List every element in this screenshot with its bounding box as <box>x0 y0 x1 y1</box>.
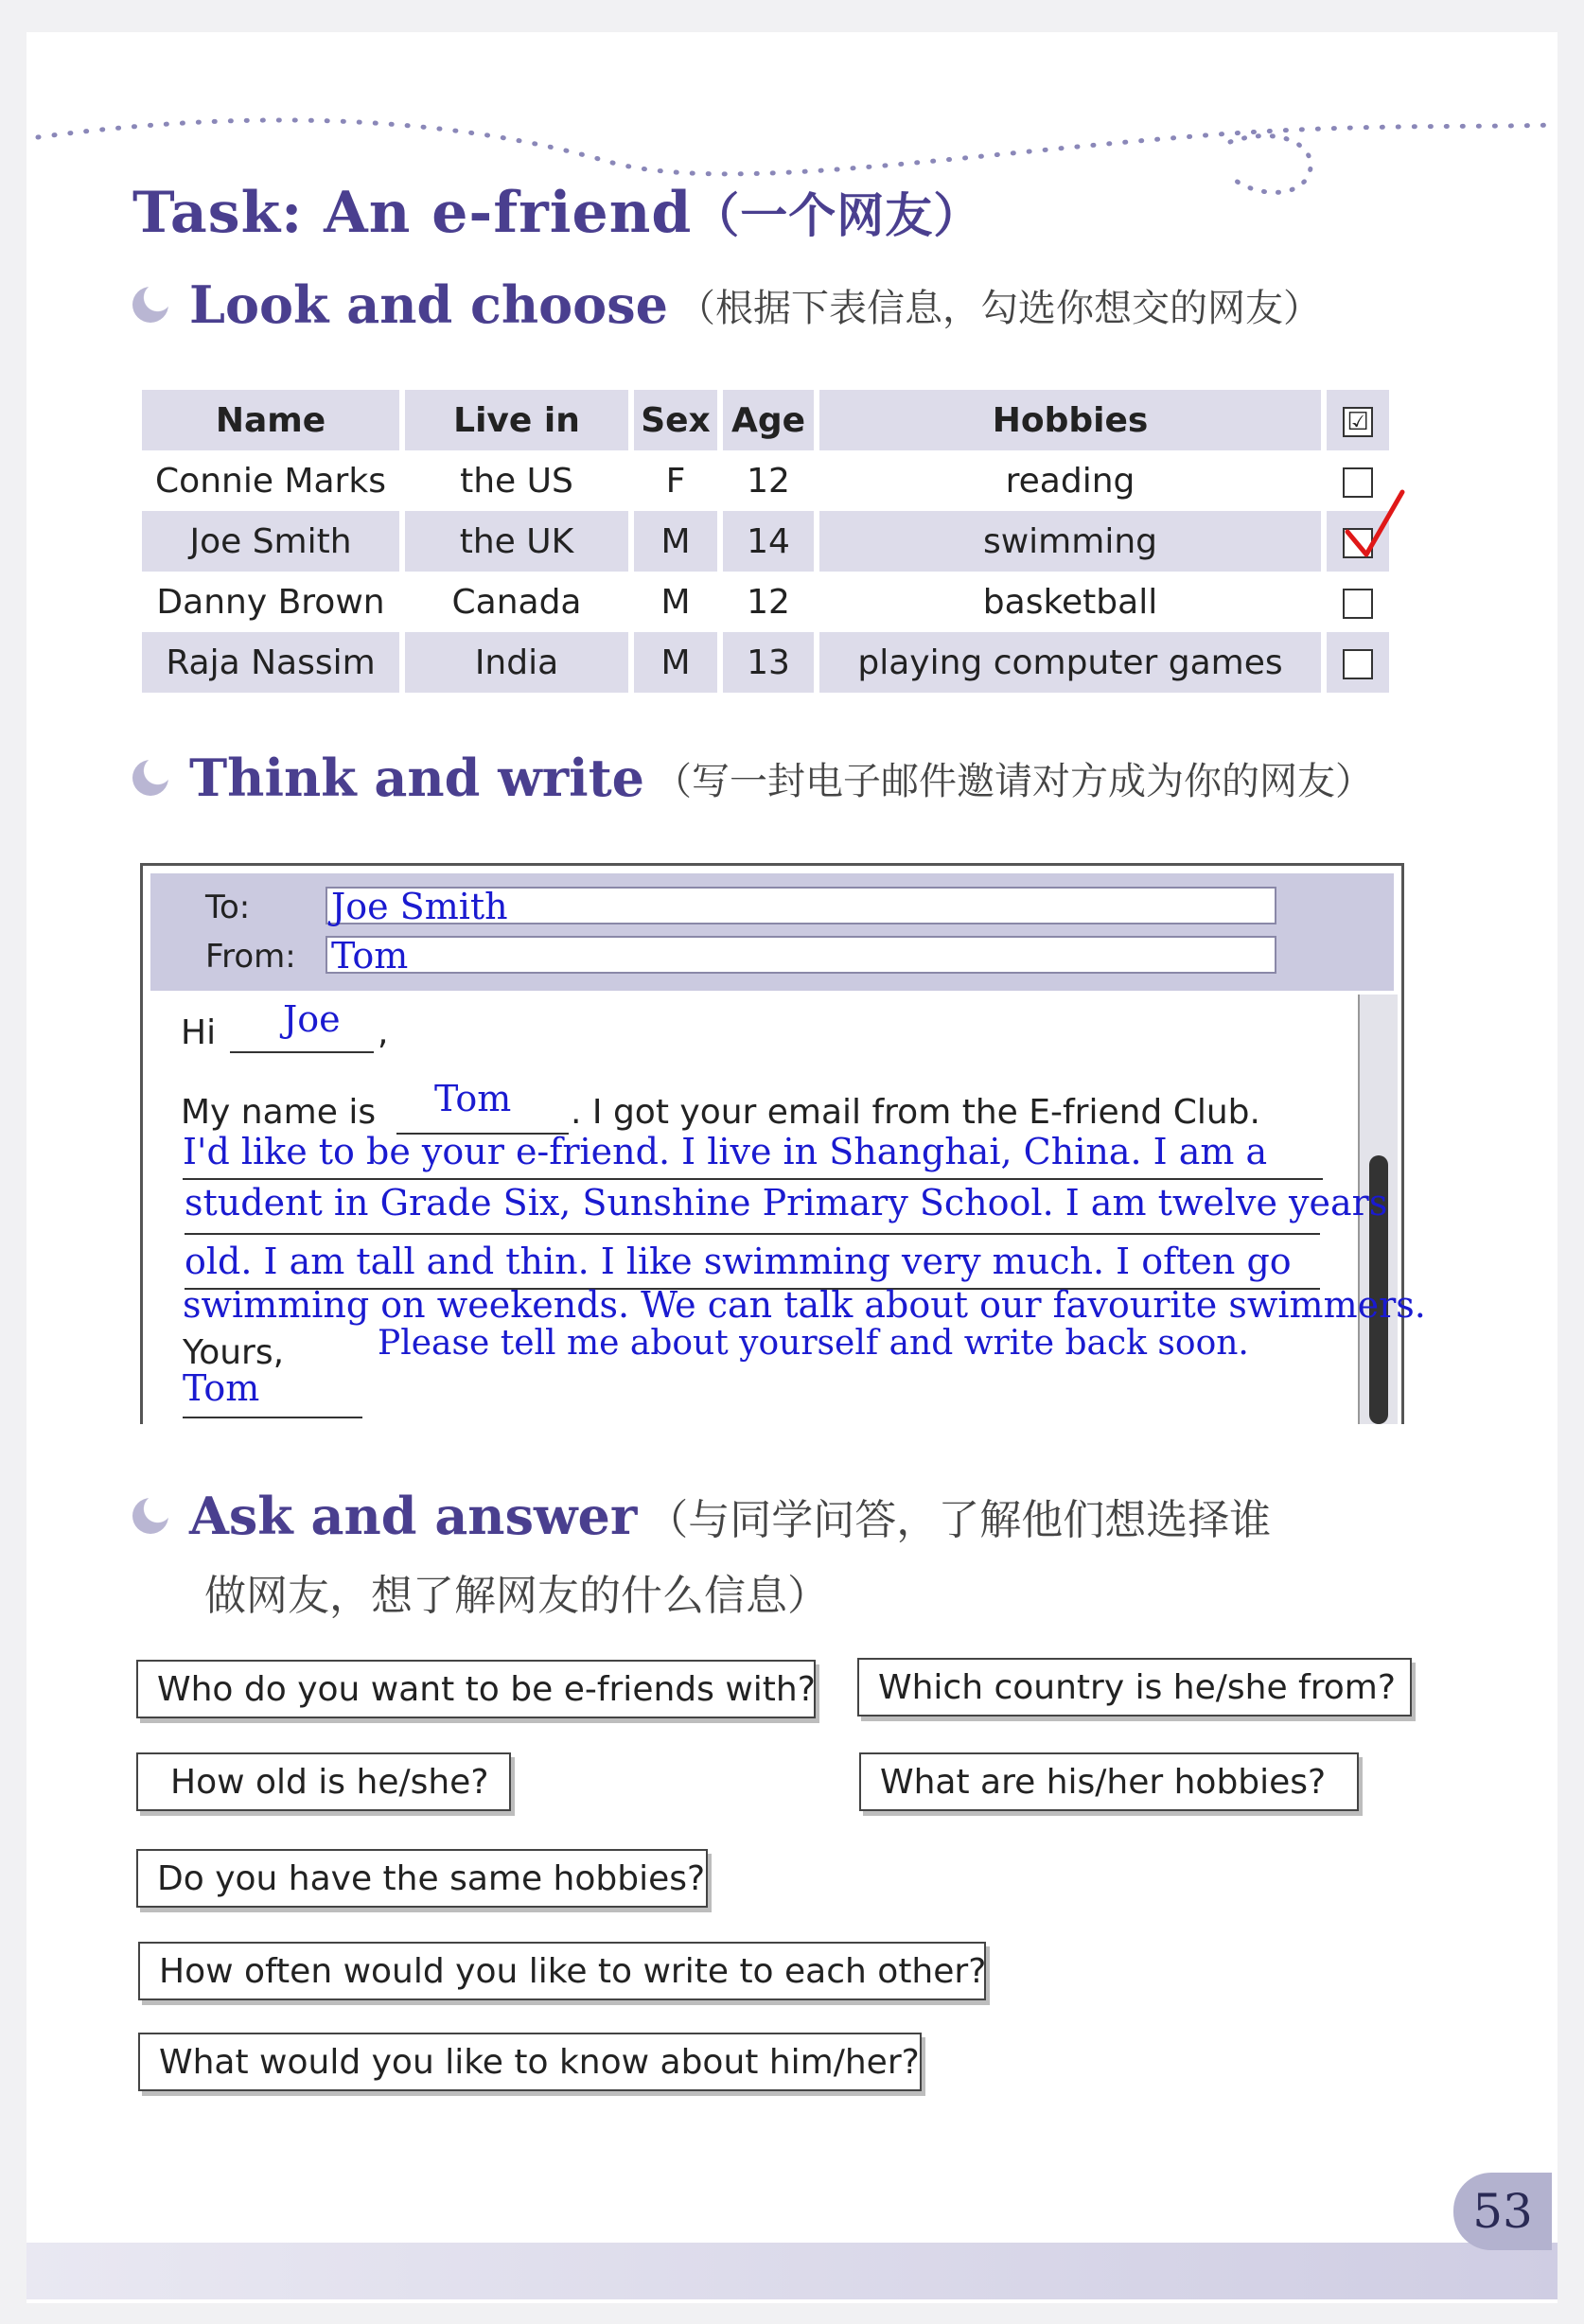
header-checkbox-icon: ☑ <box>1343 407 1373 437</box>
cell-hobby: playing computer games <box>819 632 1321 693</box>
cell-sex: M <box>634 511 717 572</box>
section-think-and-write <box>132 748 1373 808</box>
question-card: Which country is he/she from? <box>857 1658 1412 1717</box>
to-field[interactable]: Joe Smith <box>326 887 1276 924</box>
cell-sex: M <box>634 632 717 693</box>
email-window <box>140 863 1426 1424</box>
task-title-text: Task: An e-friend <box>132 180 693 246</box>
writing-line <box>185 1184 1320 1235</box>
letter-line: old. I am tall and thin. I like swimming very much. I often go <box>185 1241 1292 1282</box>
choose-checkbox[interactable] <box>1343 649 1373 679</box>
bottom-band <box>26 2243 1558 2299</box>
cell-name: Danny Brown <box>156 582 385 622</box>
cell-live: the UK <box>405 511 628 572</box>
task-title-cn: （一个网友） <box>692 188 982 243</box>
cell-check <box>1327 632 1389 693</box>
cell-name: Joe Smith <box>142 511 399 572</box>
letter-line: student in Grade Six, Sunshine Primary School. I am twelve years <box>185 1182 1388 1224</box>
table-row <box>142 572 1389 632</box>
cell-live: Canada <box>451 582 582 622</box>
table-header-row <box>142 390 1389 450</box>
table-row <box>142 511 1389 572</box>
signature-line <box>183 1369 362 1418</box>
table-row <box>142 632 1389 693</box>
header-live-in: Live in <box>405 390 628 450</box>
cell-age: 12 <box>747 582 790 622</box>
page-number: 53 <box>1453 2173 1552 2250</box>
header-name: Name <box>142 390 399 450</box>
question-card: What are his/her hobbies? <box>859 1752 1359 1811</box>
cell-name: Raja Nassim <box>142 632 399 693</box>
cell-sex: F <box>665 461 686 501</box>
task-title <box>132 178 981 246</box>
question-card: Do you have the same hobbies? <box>136 1849 708 1908</box>
email-sentence: . I got your email from the E-friend Club. <box>571 1093 1260 1132</box>
section-ask-and-answer <box>132 1486 1271 1546</box>
writing-line <box>185 1241 1320 1290</box>
letter-line: I'd like to be your e-friend. I live in Shanghai, China. I am a <box>183 1131 1268 1172</box>
moon-icon <box>132 1498 168 1534</box>
cell-age: 14 <box>723 511 814 572</box>
cell-hobby: basketball <box>982 582 1158 622</box>
yours-label: Yours, <box>183 1333 285 1372</box>
myname-value: Tom <box>434 1078 512 1119</box>
greeting-comma: , <box>378 1013 389 1052</box>
section-title: Ask and answer <box>189 1486 638 1546</box>
cell-live: India <box>405 632 628 693</box>
to-label: To: <box>205 889 251 926</box>
cell-check <box>1327 572 1389 632</box>
cell-hobby: reading <box>1005 461 1135 501</box>
myname-label: My name is <box>181 1093 377 1132</box>
question-card: What would you like to know about him/her? <box>138 2033 922 2091</box>
question-card: How old is he/she? <box>136 1752 511 1811</box>
section-title: Think and write <box>189 748 644 808</box>
cell-age: 12 <box>747 461 790 501</box>
table-row <box>142 450 1389 511</box>
greeting-label: Hi <box>181 1013 217 1052</box>
letter-line: swimming on weekends. We can talk about our favourite swimmers. <box>183 1284 1426 1326</box>
question-card: How often would you like to write to each other? <box>138 1942 986 2000</box>
header-check <box>1327 390 1389 450</box>
choose-checkbox[interactable] <box>1343 589 1373 619</box>
section-title: Look and choose <box>189 274 668 335</box>
cell-hobby: swimming <box>819 511 1321 572</box>
section-note: （与同学问答，了解他们想选择谁 <box>646 1496 1272 1544</box>
cell-live: the US <box>460 461 573 501</box>
header-sex: Sex <box>634 390 717 450</box>
header-age: Age <box>723 390 814 450</box>
cell-age: 13 <box>723 632 814 693</box>
closing-line: Please tell me about yourself and write back soon. <box>378 1324 1249 1363</box>
from-label: From: <box>205 938 296 976</box>
moon-icon <box>132 287 168 323</box>
section-note-continued: 做网友，想了解网友的什么信息） <box>204 1572 829 1620</box>
header-hobbies: Hobbies <box>819 390 1321 450</box>
from-field[interactable]: Tom <box>326 936 1276 974</box>
greeting-name: Joe <box>283 998 341 1040</box>
section-note: （根据下表信息，勾选你想交的网友） <box>677 286 1321 330</box>
efriend-table <box>136 390 1395 693</box>
section-note: （写一封电子邮件邀请对方成为你的网友） <box>654 759 1373 803</box>
moon-icon <box>132 760 168 796</box>
question-card: Who do you want to be e-friends with? <box>136 1660 816 1718</box>
signature: Tom <box>183 1367 260 1409</box>
cell-sex: M <box>660 582 691 622</box>
cell-name: Connie Marks <box>155 461 386 501</box>
email-header <box>150 873 1394 991</box>
section-look-and-choose <box>132 274 1321 335</box>
writing-line <box>183 1131 1323 1180</box>
red-check-mark-icon <box>1340 486 1406 562</box>
